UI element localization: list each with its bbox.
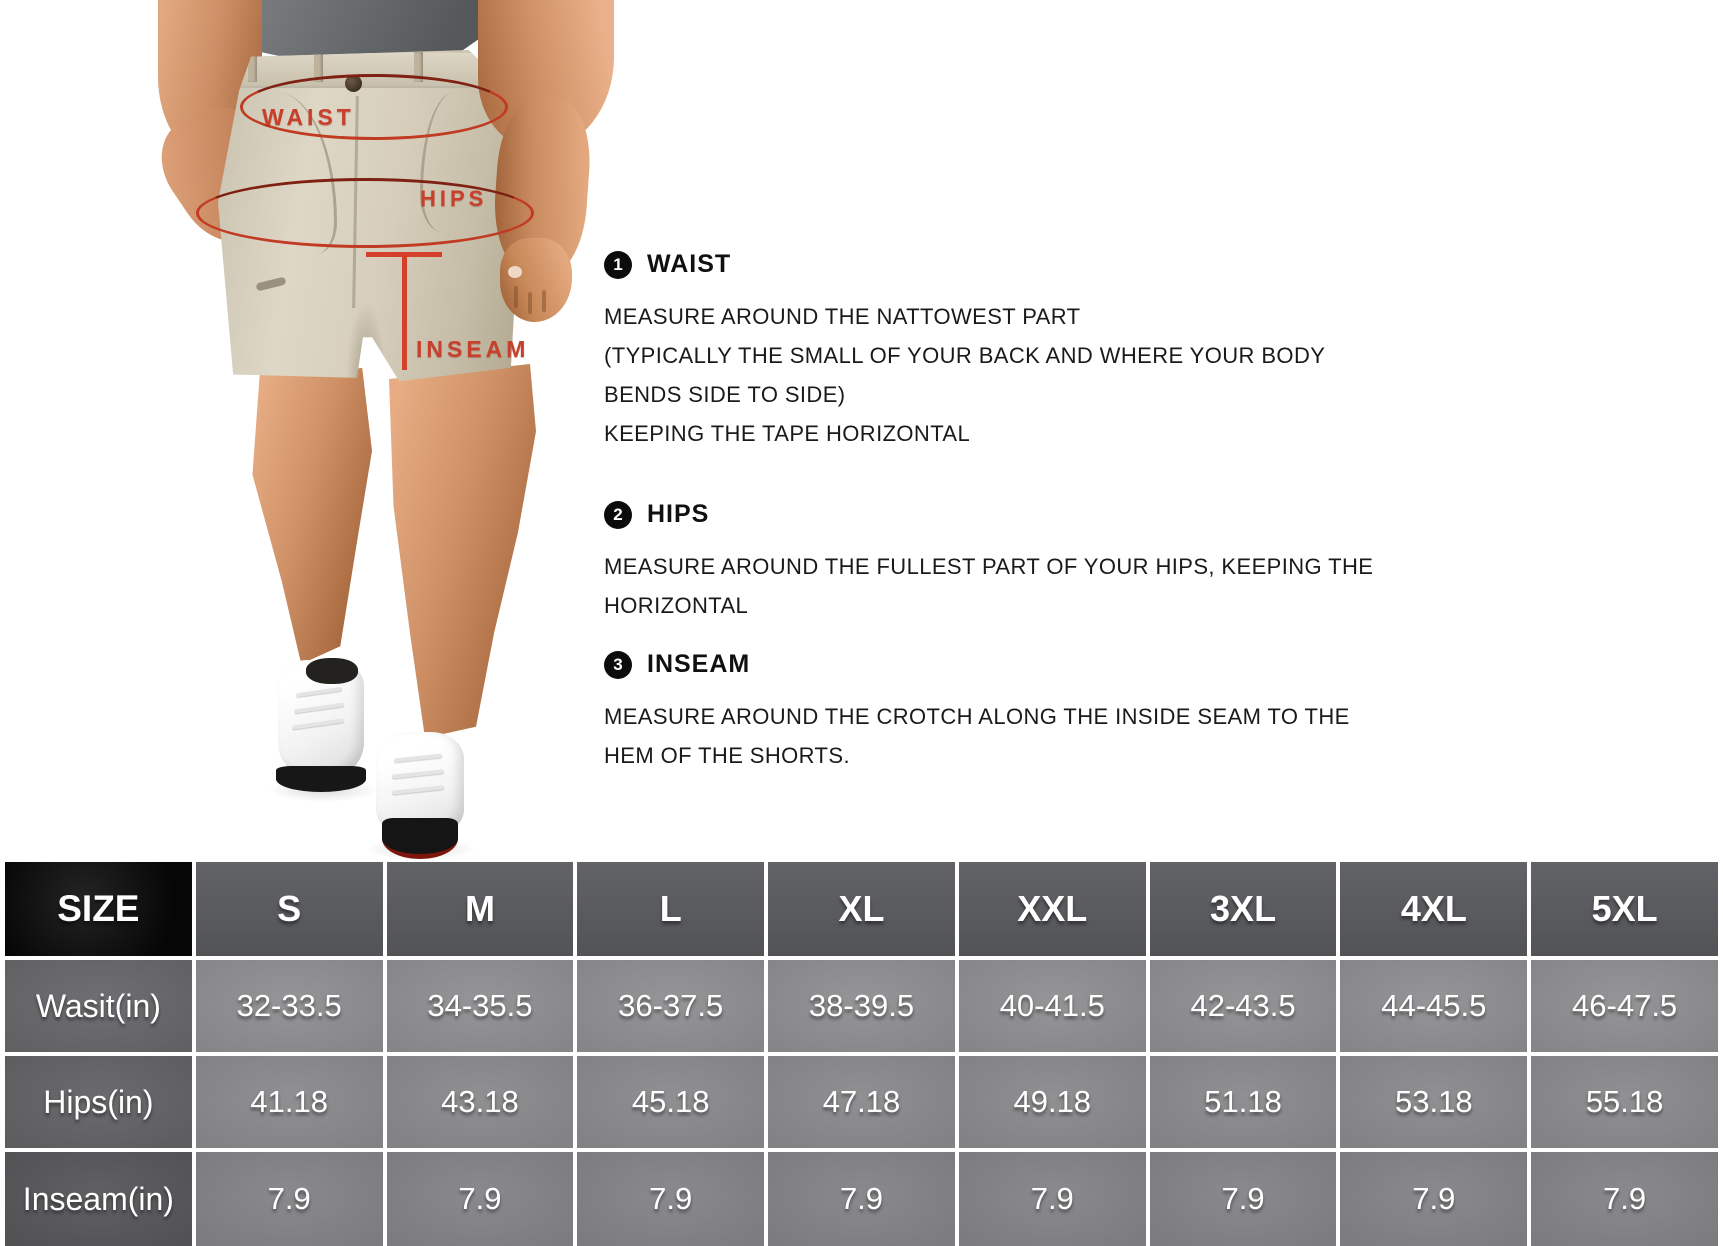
size-col-header-l: L (577, 862, 764, 956)
waist-value: 32-33.5 (196, 960, 383, 1052)
finger (514, 286, 518, 308)
hips-value: 55.18 (1531, 1056, 1718, 1148)
row-label-inseam: Inseam(in) (5, 1152, 192, 1246)
crotch-shadow (346, 300, 386, 385)
step-title: HIPS (647, 500, 710, 528)
inseam-value: 7.9 (1150, 1152, 1337, 1246)
row-label-waist: Wasit(in) (5, 960, 192, 1052)
inseam-value: 7.9 (768, 1152, 955, 1246)
size-chart-table (0, 858, 1723, 1246)
instruction-step-hips (604, 500, 1384, 625)
step-text-line: KEEPING THE TAPE HORIZONTAL (604, 421, 971, 446)
step-header (604, 500, 1384, 529)
size-col-header-4xl: 4XL (1340, 862, 1527, 956)
hips-value: 51.18 (1150, 1056, 1337, 1148)
left-shoe-collar (306, 658, 358, 684)
measuring-instructions (604, 0, 1384, 820)
step-header (604, 250, 1384, 279)
step-header (604, 650, 1384, 679)
size-col-header-3xl: 3XL (1150, 862, 1337, 956)
hips-value: 49.18 (959, 1056, 1146, 1148)
product-photo (0, 0, 640, 858)
inseam-value: 7.9 (1531, 1152, 1718, 1246)
waist-annotation-label: WAIST (262, 104, 355, 130)
step-2-number-icon: 2 (604, 501, 632, 529)
thumb-nail (508, 266, 522, 278)
hips-value: 47.18 (768, 1056, 955, 1148)
size-col-header-xxl: XXL (959, 862, 1146, 956)
step-text-line: (TYPICALLY THE SMALL OF YOUR BACK AND WHERE YOUR BODY (604, 343, 1326, 368)
step-1-number-icon: 1 (604, 251, 632, 279)
inseam-value: 7.9 (196, 1152, 383, 1246)
step-text-line: BENDS SIDE TO SIDE) (604, 382, 846, 407)
row-label-hips: Hips(in) (5, 1056, 192, 1148)
size-header-cell: SIZE (5, 862, 192, 956)
left-shoe-sole (276, 766, 366, 792)
hips-value: 45.18 (577, 1056, 764, 1148)
zip-pocket (255, 276, 286, 291)
inseam-value: 7.9 (1340, 1152, 1527, 1246)
step-3-number-icon: 3 (604, 651, 632, 679)
size-col-header-5xl: 5XL (1531, 862, 1718, 956)
waist-value: 34-35.5 (387, 960, 574, 1052)
waist-value: 46-47.5 (1531, 960, 1718, 1052)
inseam-annotation-label: INSEAM (416, 336, 530, 362)
step-text-line: MEASURE AROUND THE CROTCH ALONG THE INSIDE SEAM TO THE (604, 704, 1350, 729)
inseam-measurement-line (402, 252, 407, 370)
instruction-step-inseam (604, 650, 1384, 775)
waist-value: 36-37.5 (577, 960, 764, 1052)
hips-annotation-label: HIPS (420, 186, 488, 211)
right-shoe-toe (382, 818, 458, 859)
hips-value: 43.18 (387, 1056, 574, 1148)
waist-value: 42-43.5 (1150, 960, 1337, 1052)
right-leg (386, 364, 536, 738)
finger (528, 292, 532, 314)
step-text-line: HEM OF THE SHORTS. (604, 743, 850, 768)
inseam-value: 7.9 (577, 1152, 764, 1246)
hips-value: 41.18 (196, 1056, 383, 1148)
finger (542, 290, 546, 312)
size-col-header-m: M (387, 862, 574, 956)
instruction-step-waist (604, 250, 1384, 453)
waist-value: 38-39.5 (768, 960, 955, 1052)
step-title: INSEAM (647, 650, 751, 678)
waist-value: 40-41.5 (959, 960, 1146, 1052)
hips-value: 53.18 (1340, 1056, 1527, 1148)
waist-value: 44-45.5 (1340, 960, 1527, 1052)
left-leg (250, 368, 372, 664)
step-text-line: MEASURE AROUND THE FULLEST PART OF YOUR HIPS, KEEPING THE (604, 554, 1374, 579)
inseam-value: 7.9 (387, 1152, 574, 1246)
step-title: WAIST (647, 250, 732, 278)
right-hand (500, 238, 572, 322)
size-col-header-s: S (196, 862, 383, 956)
size-col-header-xl: XL (768, 862, 955, 956)
step-text-line: MEASURE AROUND THE NATTOWEST PART (604, 304, 1081, 329)
step-text-line: HORIZONTAL (604, 593, 749, 618)
inseam-value: 7.9 (959, 1152, 1146, 1246)
